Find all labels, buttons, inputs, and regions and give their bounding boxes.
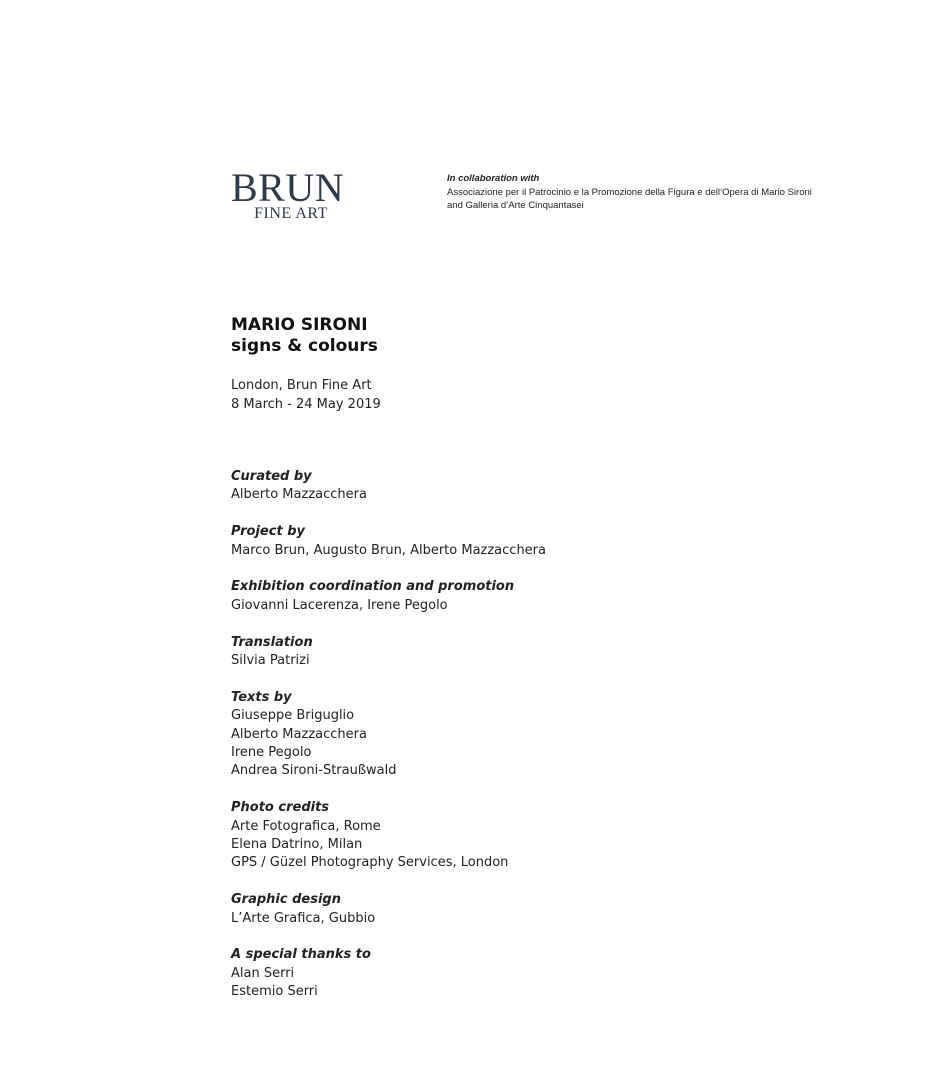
collaboration-line: and Galleria d’Arte Cinquantasei <box>447 200 584 211</box>
credit-group <box>231 523 546 560</box>
credit-group <box>231 946 546 1001</box>
collaboration-note <box>447 172 812 213</box>
credit-label: Graphic design <box>231 892 341 908</box>
credit-name: Alberto Mazzacchera <box>231 487 367 503</box>
credit-name: Alberto Mazzacchera <box>231 726 367 742</box>
credit-name: Irene Pegolo <box>231 745 312 761</box>
credit-label: Translation <box>231 634 313 650</box>
credit-label: Texts by <box>231 689 292 705</box>
credit-name: Arte Fotografica, Rome <box>231 818 381 834</box>
credit-name: Alan Serri <box>231 965 295 981</box>
logo-sub-text: FINE ART <box>254 205 328 222</box>
artist-name: MARIO SIRONI <box>231 315 368 335</box>
credit-name: Marco Brun, Augusto Brun, Alberto Mazzacchera <box>231 542 546 558</box>
credit-name: GPS / Güzel Photography Services, London <box>231 855 509 871</box>
credit-label: Project by <box>231 524 305 540</box>
exhibition-subtitle: signs & colours <box>231 336 378 356</box>
credit-group <box>231 634 546 671</box>
credit-name: Silvia Patrizi <box>231 653 310 669</box>
credit-name: Elena Datrino, Milan <box>231 837 363 853</box>
credit-name: Giovanni Lacerenza, Irene Pegolo <box>231 597 448 613</box>
credit-group <box>231 468 546 505</box>
brun-fine-art-logo <box>231 165 345 222</box>
credit-name: Andrea Sironi-Straußwald <box>231 763 397 779</box>
credit-name: Estemio Serri <box>231 984 318 1000</box>
credit-group <box>231 799 546 873</box>
credit-group <box>231 689 546 781</box>
venue-info <box>231 376 381 414</box>
credit-name: Giuseppe Briguglio <box>231 708 355 724</box>
credits-list <box>231 468 546 1020</box>
collaboration-heading: In collaboration with <box>447 173 540 184</box>
credit-label: Exhibition coordination and promotion <box>231 579 515 595</box>
credit-label: A special thanks to <box>231 947 371 963</box>
exhibition-dates: 8 March - 24 May 2019 <box>231 397 381 412</box>
logo-brand-text: BRUN <box>231 165 345 210</box>
collaboration-line: Associazione per il Patrocinio e la Promozione della Figura e dell’Opera di Mario Sironi <box>447 186 812 198</box>
credit-label: Photo credits <box>231 800 330 816</box>
credit-group <box>231 891 546 928</box>
credit-label: Curated by <box>231 469 312 484</box>
credit-name: L’Arte Grafica, Gubbio <box>231 910 376 926</box>
venue-location: London, Brun Fine Art <box>231 378 372 393</box>
credit-group <box>231 578 546 615</box>
exhibition-title <box>231 315 378 357</box>
